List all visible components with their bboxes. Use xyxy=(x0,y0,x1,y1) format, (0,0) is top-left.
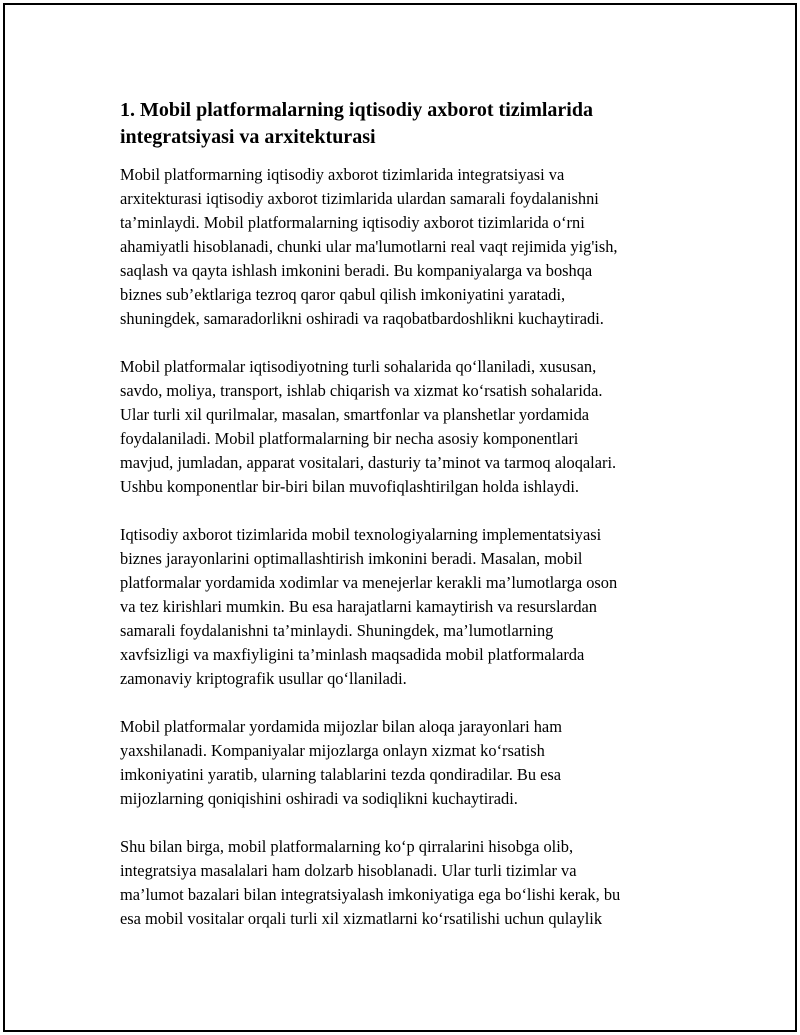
heading-line: 1. Mobil platformalarning iqtisodiy axborot tizimlarida xyxy=(120,99,593,121)
text-line: foydalaniladi. Mobil platformalarning bir necha asosiy komponentlari xyxy=(120,429,579,448)
text-line: Ular turli xil qurilmalar, masalan, smartfonlar va planshetlar yordamida xyxy=(120,405,590,424)
text-line: biznes sub’ektlariga tezroq qaror qabul qilish imkoniyatini yaratadi, xyxy=(120,285,566,304)
text-line: savdo, moliya, transport, ishlab chiqarish va xizmat ko‘rsatish sohalarida. xyxy=(120,381,603,400)
section-heading xyxy=(120,97,700,151)
text-line: samarali foydalanishni ta’minlaydi. Shuningdek, ma’lumotlarning xyxy=(120,621,554,640)
text-line: Mobil platformalar yordamida mijozlar bilan aloqa jarayonlari ham xyxy=(120,717,562,736)
text-line: yaxshilanadi. Kompaniyalar mijozlarga onlayn xizmat ko‘rsatish xyxy=(120,741,545,760)
text-line: va tez kirishlari mumkin. Bu esa harajatlarni kamaytirish va resurslardan xyxy=(120,597,597,616)
text-line: Ushbu komponentlar bir-biri bilan muvofiqlashtirilgan holda ishlaydi. xyxy=(120,477,579,496)
text-line: shuningdek, samaradorlikni oshiradi va raqobatbardoshlikni kuchaytiradi. xyxy=(120,309,604,328)
paragraph-4 xyxy=(120,715,700,811)
text-line: arxitekturasi iqtisodiy axborot tizimlarida ulardan samarali foydalanishni xyxy=(120,189,599,208)
text-line: integratsiya masalalari ham dolzarb hisoblanadi. Ular turli tizimlar va xyxy=(120,861,577,880)
text-line: Mobil platformarning iqtisodiy axborot tizimlarida integratsiyasi va xyxy=(120,165,565,184)
text-line: ta’minlaydi. Mobil platformalarning iqtisodiy axborot tizimlarida o‘rni xyxy=(120,213,585,232)
text-line: mavjud, jumladan, apparat vositalari, dasturiy ta’minot va tarmoq aloqalari. xyxy=(120,453,617,472)
text-line: ma’lumot bazalari bilan integratsiyalash imkoniyatiga ega bo‘lishi kerak, bu xyxy=(120,885,621,904)
text-line: Shu bilan birga, mobil platformalarning ko‘p qirralarini hisobga olib, xyxy=(120,837,574,856)
text-line: xavfsizligi va maxfiyligini ta’minlash maqsadida mobil platformalarda xyxy=(120,645,585,664)
paragraph-5 xyxy=(120,835,700,931)
text-line: platformalar yordamida xodimlar va menejerlar kerakli ma’lumotlarga oson xyxy=(120,573,618,592)
document-body xyxy=(120,97,700,955)
text-line: Mobil platformalar iqtisodiyotning turli sohalarida qo‘llaniladi, xususan, xyxy=(120,357,597,376)
heading-line: integratsiyasi va arxitekturasi xyxy=(120,126,376,148)
text-line: Iqtisodiy axborot tizimlarida mobil texnologiyalarning implementatsiyasi xyxy=(120,525,602,544)
text-line: saqlash va qayta ishlash imkonini beradi. Bu kompaniyalarga va boshqa xyxy=(120,261,593,280)
paragraph-3 xyxy=(120,523,700,691)
text-line: esa mobil vositalar orqali turli xil xizmatlarni ko‘rsatilishi uchun qulaylik xyxy=(120,909,603,928)
text-line: mijozlarning qoniqishini oshiradi va sodiqlikni kuchaytiradi. xyxy=(120,789,518,808)
text-line: biznes jarayonlarini optimallashtirish imkonini beradi. Masalan, mobil xyxy=(120,549,583,568)
text-line: ahamiyatli hisoblanadi, chunki ular ma'lumotlarni real vaqt rejimida yig'ish, xyxy=(120,237,618,256)
paragraph-2 xyxy=(120,355,700,499)
text-line: zamonaviy kriptografik usullar qo‘llaniladi. xyxy=(120,669,407,688)
page-frame xyxy=(3,3,797,1032)
text-line: imkoniyatini yaratib, ularning talablarini tezda qondiradilar. Bu esa xyxy=(120,765,562,784)
paragraph-1 xyxy=(120,163,700,331)
